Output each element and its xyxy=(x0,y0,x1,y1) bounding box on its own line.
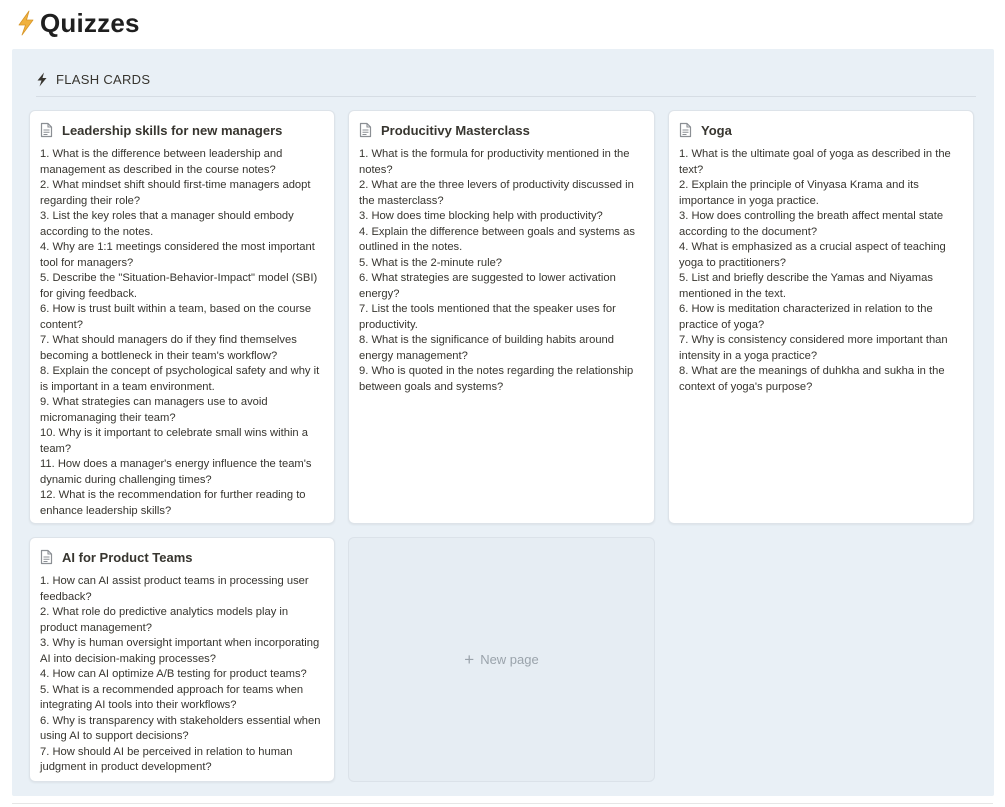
question-item: 9. What strategies can managers use to avoid micromanaging their team? xyxy=(40,396,268,424)
question-item: 3. How does controlling the breath affect mental state according to the document? xyxy=(679,210,944,238)
gallery-card[interactable] xyxy=(668,110,974,524)
question-item: 7. Why is consistency considered more important than intensity in a yoga practice? xyxy=(679,334,948,362)
question-item: 6. How is trust built within a team, based on the course content? xyxy=(40,303,312,331)
card-questions xyxy=(40,147,326,519)
view-tab-flash-cards[interactable] xyxy=(36,69,150,89)
question-item: 5. Describe the "Situation-Behavior-Impact" model (SBI) for giving feedback. xyxy=(40,272,318,300)
question-item: 1. What is the formula for productivity mentioned in the notes? xyxy=(359,148,630,176)
question-item: 2. What mindset shift should first-time managers adopt regarding their role? xyxy=(40,179,311,207)
card-title-row xyxy=(359,121,644,139)
new-page-button[interactable] xyxy=(464,649,539,669)
card-questions xyxy=(359,147,646,395)
question-item: 5. What is the 2-minute rule? xyxy=(359,256,503,269)
document-icon xyxy=(679,122,693,138)
question-item: 8. What is the significance of building habits around energy management? xyxy=(359,334,614,362)
question-item: 6. What strategies are suggested to lower activation energy? xyxy=(359,272,616,300)
new-page-label: New page xyxy=(480,652,539,667)
view-tab-label: FLASH CARDS xyxy=(56,71,151,87)
question-item: 2. What are the three levers of productivity discussed in the masterclass? xyxy=(359,179,634,207)
question-item: 4. How can AI optimize A/B testing for product teams? xyxy=(40,668,307,680)
document-icon xyxy=(40,122,54,138)
card-title-row xyxy=(679,121,963,139)
question-item: 10. Why is it important to celebrate small wins within a team? xyxy=(40,427,308,455)
question-item: 1. How can AI assist product teams in processing user feedback? xyxy=(40,575,309,603)
card-questions xyxy=(40,574,326,776)
document-icon xyxy=(40,549,54,565)
page-header xyxy=(14,6,140,40)
bottom-divider xyxy=(12,803,993,804)
card-title: Producitivy Masterclass xyxy=(381,122,530,138)
card-title: Leadership skills for new managers xyxy=(62,122,283,138)
view-divider xyxy=(36,96,976,97)
question-item: 9. Who is quoted in the notes regarding the relationship between goals and systems? xyxy=(359,365,634,393)
new-page-card[interactable] xyxy=(348,537,655,782)
lightning-icon xyxy=(36,71,48,87)
card-title-row xyxy=(40,121,324,139)
question-item: 6. Why is transparency with stakeholders essential when using AI to support decisions? xyxy=(40,714,321,742)
question-item: 4. What is emphasized as a crucial aspect of teaching yoga to practitioners? xyxy=(679,241,946,269)
question-item: 4. Explain the difference between goals and systems as outlined in the notes. xyxy=(359,225,635,253)
question-item: 6. How is meditation characterized in relation to the practice of yoga? xyxy=(679,303,933,331)
question-item: 3. Why is human oversight important when incorporating AI into decision-making processes? xyxy=(40,637,320,665)
question-item: 2. Explain the principle of Vinyasa Krama and its importance in yoga practice. xyxy=(679,179,919,207)
question-item: 8. What are the meanings of duhkha and sukha in the context of yoga's purpose? xyxy=(679,365,945,393)
question-item: 12. What is the recommendation for further reading to enhance leadership skills? xyxy=(40,489,306,517)
question-item: 5. What is a recommended approach for teams when integrating AI tools into their workflows? xyxy=(40,683,304,711)
lightning-icon[interactable] xyxy=(14,8,38,38)
gallery-card[interactable] xyxy=(29,110,335,524)
card-title: AI for Product Teams xyxy=(62,549,193,565)
plus-icon: + xyxy=(464,649,475,669)
gallery-card[interactable] xyxy=(348,110,655,524)
gallery-board xyxy=(12,49,994,796)
question-item: 7. What should managers do if they find themselves becoming a bottleneck in their team's workflow? xyxy=(40,334,297,362)
question-item: 7. How should AI be perceived in relation to human judgment in product development? xyxy=(40,745,293,773)
question-item: 11. How does a manager's energy influence the team's dynamic during challenging times? xyxy=(40,458,312,486)
question-item: 3. How does time blocking help with productivity? xyxy=(359,210,603,222)
page-title[interactable]: Quizzes xyxy=(40,7,140,38)
document-icon xyxy=(359,122,373,138)
card-title-row xyxy=(40,548,324,566)
question-item: 1. What is the difference between leadership and management as described in the course notes? xyxy=(40,148,283,176)
card-questions xyxy=(679,147,965,395)
question-item: 2. What role do predictive analytics models play in product management? xyxy=(40,606,289,634)
question-item: 8. Explain the concept of psychological safety and why it is important in a team environment. xyxy=(40,365,320,393)
question-item: 3. List the key roles that a manager should embody according to the notes. xyxy=(40,210,294,238)
gallery-card[interactable] xyxy=(29,537,335,782)
question-item: 1. What is the ultimate goal of yoga as described in the text? xyxy=(679,148,951,176)
card-title: Yoga xyxy=(701,122,732,138)
question-item: 5. List and briefly describe the Yamas and Niyamas mentioned in the text. xyxy=(679,272,933,300)
question-item: 4. Why are 1:1 meetings considered the most important tool for managers? xyxy=(40,241,315,269)
question-item: 7. List the tools mentioned that the speaker uses for productivity. xyxy=(359,303,616,331)
